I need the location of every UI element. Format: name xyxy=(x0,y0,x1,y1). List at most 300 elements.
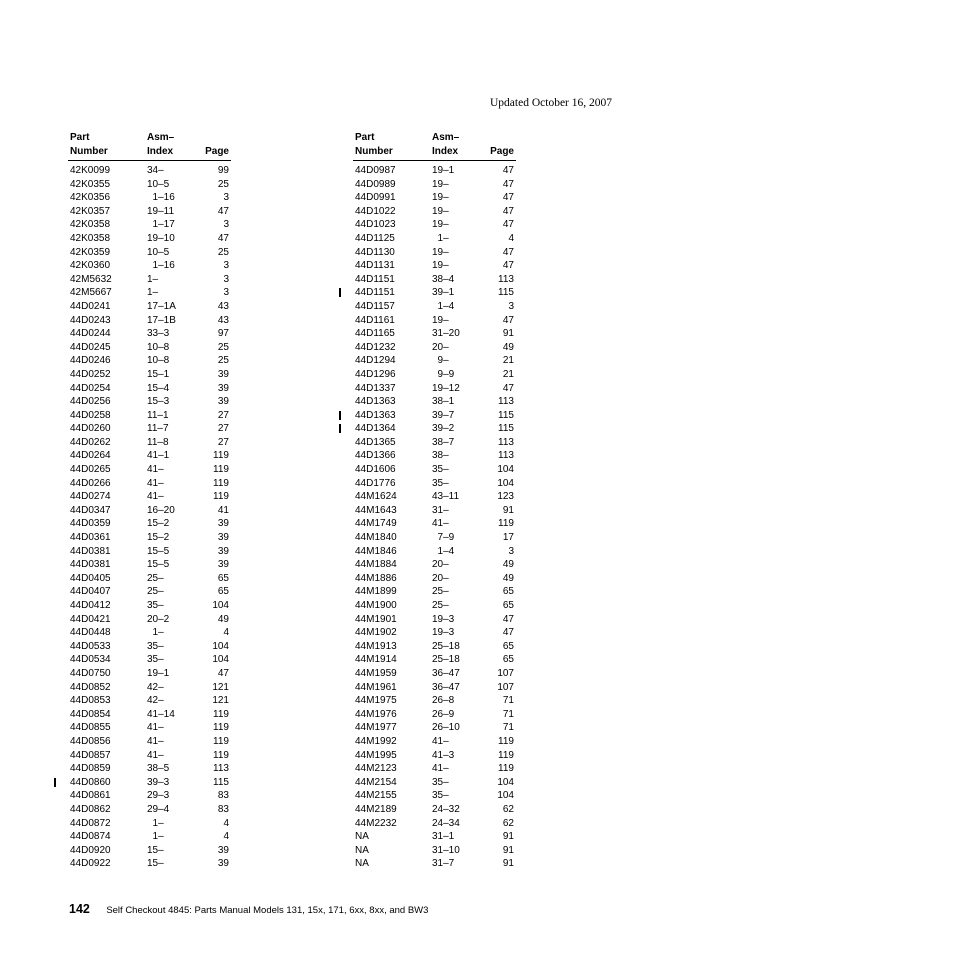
cell-page: 71 xyxy=(502,722,514,734)
cell-part-number: 44D1364 xyxy=(355,423,396,435)
cell-part-number: 44D0860 xyxy=(70,776,111,788)
table-row xyxy=(353,273,516,287)
cell-part-number: 44D0245 xyxy=(70,341,111,353)
cell-page: 3 xyxy=(508,545,514,557)
table-row xyxy=(353,314,516,328)
cell-part-number: NA xyxy=(355,831,369,843)
cell-page: 115 xyxy=(498,423,514,435)
cell-asm-index: 11–7 xyxy=(147,423,169,435)
table-row xyxy=(353,286,516,300)
cell-page: 25 xyxy=(217,178,229,190)
cell-part-number: 44D0987 xyxy=(355,165,396,176)
cell-page: 25 xyxy=(217,246,229,258)
cell-part-number: 44D1365 xyxy=(355,436,396,448)
cell-asm-index: 15–2 xyxy=(147,532,170,544)
cell-part-number: 44D0347 xyxy=(70,504,111,516)
cell-part-number: 44D1294 xyxy=(355,355,396,367)
cell-asm-index: 15– xyxy=(147,844,164,856)
cell-asm-index: 19– xyxy=(432,219,449,231)
cell-asm-index: 39–3 xyxy=(147,776,170,788)
table-row xyxy=(68,517,231,531)
cell-page: 119 xyxy=(213,722,229,734)
cell-page: 104 xyxy=(212,654,229,666)
table-body xyxy=(68,161,231,871)
col-header-index: Index xyxy=(147,146,174,157)
cell-part-number: 44D0407 xyxy=(70,586,111,598)
cell-asm-index: 26–10 xyxy=(432,722,460,734)
col-header-page: Page xyxy=(205,146,229,157)
cell-page: 104 xyxy=(497,776,514,788)
cell-page: 119 xyxy=(498,518,514,530)
cell-part-number: 44M1995 xyxy=(355,749,397,761)
cell-page: 43 xyxy=(217,300,229,312)
cell-asm-index: 31–20 xyxy=(432,328,460,340)
cell-part-number: 44D0533 xyxy=(70,640,111,652)
parts-table-left xyxy=(68,131,231,871)
cell-part-number: 44D0853 xyxy=(70,695,111,707)
cell-part-number: 44D1606 xyxy=(355,464,396,476)
cell-part-number: 44D0861 xyxy=(70,790,111,802)
cell-page: 47 xyxy=(502,382,514,394)
table-row xyxy=(353,626,516,640)
table-row xyxy=(353,517,516,531)
table-row xyxy=(68,721,231,735)
cell-part-number: 44D1151 xyxy=(355,273,395,285)
cell-page: 113 xyxy=(213,763,229,775)
cell-page: 123 xyxy=(497,491,514,503)
revision-bar xyxy=(339,411,341,420)
cell-asm-index: 25– xyxy=(432,586,449,598)
cell-page: 39 xyxy=(217,844,229,856)
cell-asm-index: 16–20 xyxy=(147,504,175,516)
table-row xyxy=(68,735,231,749)
cell-asm-index: 38–5 xyxy=(147,763,170,775)
table-row xyxy=(353,599,516,613)
cell-part-number: 44M2189 xyxy=(355,803,397,815)
cell-asm-index: 17–1B xyxy=(147,314,176,326)
cell-page: 49 xyxy=(217,613,229,625)
table-row xyxy=(68,205,231,219)
table-row xyxy=(353,558,516,572)
table-row xyxy=(68,409,231,423)
cell-asm-index: 19–12 xyxy=(432,382,460,394)
parts-table-right xyxy=(353,131,516,871)
cell-asm-index: 31–7 xyxy=(432,858,455,870)
cell-asm-index: 25– xyxy=(147,572,164,584)
cell-asm-index: 41– xyxy=(432,518,449,530)
cell-asm-index: 15–5 xyxy=(147,559,170,571)
footer-title: Self Checkout 4845: Parts Manual Models 131, 15x, 171, 6xx, 8xx, and BW3 xyxy=(106,905,429,916)
cell-page: 47 xyxy=(217,232,229,244)
table-row xyxy=(68,477,231,491)
table-row xyxy=(353,232,516,246)
table-row xyxy=(353,191,516,205)
cell-page: 27 xyxy=(217,423,229,435)
table-row xyxy=(353,490,516,504)
cell-part-number: 44D1337 xyxy=(355,382,396,394)
cell-page: 83 xyxy=(217,790,229,802)
cell-page: 47 xyxy=(502,219,514,231)
cell-asm-index: 41–14 xyxy=(147,708,175,720)
cell-page: 47 xyxy=(502,178,514,190)
cell-part-number: 44D0405 xyxy=(70,572,111,584)
cell-part-number: 44M1902 xyxy=(355,627,397,639)
col-header-index: Index xyxy=(432,146,459,157)
cell-asm-index: 15–2 xyxy=(147,518,170,530)
cell-page: 104 xyxy=(497,464,514,476)
cell-part-number: 44D0862 xyxy=(70,803,111,815)
cell-asm-index: 41– xyxy=(432,735,449,747)
table-row xyxy=(353,178,516,192)
cell-asm-index: 25–18 xyxy=(432,654,460,666)
cell-part-number: 44M1977 xyxy=(355,722,397,734)
cell-asm-index: 20–2 xyxy=(147,613,170,625)
cell-part-number: 44M2232 xyxy=(355,817,397,829)
table-row xyxy=(353,531,516,545)
cell-asm-index: 25– xyxy=(147,586,164,598)
table-row xyxy=(68,436,231,450)
cell-asm-index: 35– xyxy=(432,776,449,788)
cell-page: 113 xyxy=(498,450,514,462)
cell-page: 91 xyxy=(502,504,514,516)
table-row xyxy=(353,857,516,871)
cell-part-number: 44D0241 xyxy=(70,300,111,312)
cell-page: 115 xyxy=(498,409,514,421)
cell-part-number: 44M1961 xyxy=(355,681,397,693)
cell-page: 47 xyxy=(502,613,514,625)
table-row xyxy=(68,490,231,504)
cell-part-number: 44D1165 xyxy=(355,328,395,340)
cell-page: 39 xyxy=(217,518,229,530)
cell-page: 113 xyxy=(498,436,514,448)
col-header-number: Number xyxy=(70,146,108,157)
cell-part-number: 44D0922 xyxy=(70,858,111,870)
cell-part-number: 44M1914 xyxy=(355,654,397,666)
cell-asm-index: 38–1 xyxy=(432,396,455,408)
table-row xyxy=(353,218,516,232)
cell-part-number: 44M2155 xyxy=(355,790,397,802)
cell-asm-index: 39–1 xyxy=(432,287,455,299)
cell-asm-index: 29–3 xyxy=(147,790,170,802)
cell-part-number: 44M2154 xyxy=(355,776,397,788)
table-row xyxy=(68,817,231,831)
table-row xyxy=(353,205,516,219)
table-row xyxy=(68,232,231,246)
cell-asm-index: 19– xyxy=(432,246,449,258)
updated-date: Updated October 16, 2007 xyxy=(490,97,612,109)
cell-part-number: 44D0421 xyxy=(70,613,111,625)
table-row xyxy=(353,449,516,463)
cell-page: 91 xyxy=(502,844,514,856)
cell-page: 47 xyxy=(502,205,514,217)
cell-asm-index: 41– xyxy=(147,464,164,476)
cell-page: 113 xyxy=(498,396,514,408)
cell-page: 25 xyxy=(217,341,229,353)
table-row xyxy=(68,626,231,640)
cell-page: 65 xyxy=(502,600,514,611)
cell-asm-index: 26–8 xyxy=(432,695,455,707)
table-row xyxy=(68,776,231,790)
table-row xyxy=(353,708,516,722)
cell-part-number: 42M5632 xyxy=(70,273,112,285)
cell-asm-index: 19– xyxy=(432,260,449,272)
cell-page: 62 xyxy=(502,803,514,815)
table-row xyxy=(353,341,516,355)
revision-bar xyxy=(54,778,56,787)
cell-part-number: 44D1232 xyxy=(355,341,396,353)
cell-asm-index: 20– xyxy=(432,559,449,571)
table-row xyxy=(353,395,516,409)
col-header-asm: Asm– xyxy=(432,132,460,143)
cell-part-number: 44M1913 xyxy=(355,640,397,652)
cell-part-number: 44M1840 xyxy=(355,532,397,544)
cell-page: 3 xyxy=(223,219,229,231)
cell-asm-index: 19– xyxy=(432,192,449,204)
table-row xyxy=(353,477,516,491)
table-row xyxy=(68,300,231,314)
cell-page: 49 xyxy=(502,341,514,353)
cell-page: 39 xyxy=(217,858,229,870)
table-row xyxy=(353,776,516,790)
cell-asm-index: 19– xyxy=(432,205,449,217)
cell-part-number: 44D0857 xyxy=(70,749,111,761)
cell-part-number: 44D0872 xyxy=(70,817,111,829)
cell-asm-index: 15–3 xyxy=(147,396,170,408)
cell-page: 104 xyxy=(497,477,514,489)
table-header xyxy=(68,131,231,161)
table-row xyxy=(68,844,231,858)
cell-page: 119 xyxy=(498,735,514,747)
col-header-page: Page xyxy=(490,146,514,157)
cell-asm-index: 35– xyxy=(432,464,449,476)
cell-page: 43 xyxy=(217,314,229,326)
cell-asm-index: 11–8 xyxy=(147,436,169,448)
cell-part-number: 44M2123 xyxy=(355,763,397,775)
cell-part-number: 44D0989 xyxy=(355,178,396,190)
table-row xyxy=(353,694,516,708)
cell-part-number: 44D0750 xyxy=(70,667,111,679)
cell-asm-index: 41–1 xyxy=(147,450,170,462)
cell-part-number: 42K0356 xyxy=(70,192,111,204)
cell-part-number: 42K0355 xyxy=(70,178,111,190)
cell-part-number: 44D0448 xyxy=(70,627,111,639)
table-row xyxy=(68,218,231,232)
table-row xyxy=(353,300,516,314)
cell-asm-index: 31–10 xyxy=(432,844,460,856)
cell-asm-index: 35– xyxy=(147,600,164,611)
revision-bar xyxy=(339,424,341,433)
table-row xyxy=(68,504,231,518)
cell-part-number: 44D0244 xyxy=(70,328,111,340)
cell-asm-index: 20– xyxy=(432,572,449,584)
cell-part-number: 44D1151 xyxy=(355,287,395,299)
cell-page: 4 xyxy=(223,817,229,829)
cell-page: 47 xyxy=(502,192,514,204)
table-row xyxy=(353,585,516,599)
cell-part-number: 44D0254 xyxy=(70,382,111,394)
cell-part-number: 44D0534 xyxy=(70,654,111,666)
table-row xyxy=(68,558,231,572)
table-row xyxy=(68,599,231,613)
cell-page: 47 xyxy=(502,627,514,639)
cell-asm-index: 1–16 xyxy=(147,260,175,272)
cell-asm-index: 36–47 xyxy=(432,681,460,693)
cell-part-number: 44D0381 xyxy=(70,545,111,557)
table-row xyxy=(68,830,231,844)
table-row xyxy=(353,749,516,763)
cell-part-number: 44D1125 xyxy=(355,232,395,244)
cell-asm-index: 29–4 xyxy=(147,803,170,815)
cell-asm-index: 33–3 xyxy=(147,328,170,340)
cell-page: 119 xyxy=(213,735,229,747)
cell-page: 3 xyxy=(223,287,229,299)
table-row xyxy=(353,422,516,436)
table-row xyxy=(68,449,231,463)
table-row xyxy=(353,721,516,735)
cell-part-number: 44M1901 xyxy=(355,613,397,625)
cell-page: 119 xyxy=(213,491,229,503)
cell-asm-index: 15– xyxy=(147,858,164,870)
cell-page: 119 xyxy=(213,708,229,720)
table-row xyxy=(68,273,231,287)
cell-part-number: 42K0358 xyxy=(70,219,111,231)
table-row xyxy=(353,354,516,368)
cell-page: 27 xyxy=(217,436,229,448)
cell-asm-index: 39–7 xyxy=(432,409,455,421)
cell-page: 4 xyxy=(508,232,514,244)
col-header-asm: Asm– xyxy=(147,132,175,143)
cell-part-number: 44M1624 xyxy=(355,491,397,503)
table-row xyxy=(68,681,231,695)
table-body xyxy=(353,161,516,871)
table-row xyxy=(353,259,516,273)
cell-part-number: 44D1366 xyxy=(355,450,396,462)
cell-page: 107 xyxy=(497,667,514,679)
col-header-part: Part xyxy=(70,132,90,143)
cell-part-number: 44M1976 xyxy=(355,708,397,720)
table-row xyxy=(68,640,231,654)
table-row xyxy=(353,681,516,695)
table-row xyxy=(68,585,231,599)
cell-asm-index: 41– xyxy=(432,763,449,775)
cell-asm-index: 31– xyxy=(432,504,449,516)
cell-page: 119 xyxy=(213,450,229,462)
table-row xyxy=(68,341,231,355)
table-row xyxy=(68,857,231,871)
cell-part-number: 44D0874 xyxy=(70,831,111,843)
cell-page: 91 xyxy=(502,328,514,340)
table-row xyxy=(353,327,516,341)
cell-page: 47 xyxy=(502,165,514,176)
cell-asm-index: 38– xyxy=(432,450,449,462)
cell-part-number: 44D0274 xyxy=(70,491,111,503)
cell-asm-index: 1– xyxy=(147,831,164,843)
cell-page: 47 xyxy=(502,246,514,258)
cell-page: 49 xyxy=(502,559,514,571)
table-row xyxy=(68,789,231,803)
cell-page: 21 xyxy=(502,355,514,367)
cell-asm-index: 19–1 xyxy=(147,667,170,679)
cell-part-number: 44D1776 xyxy=(355,477,396,489)
cell-page: 99 xyxy=(217,165,229,176)
table-row xyxy=(68,762,231,776)
cell-page: 91 xyxy=(502,858,514,870)
cell-part-number: 42K0360 xyxy=(70,260,111,272)
cell-part-number: 44D0265 xyxy=(70,464,111,476)
cell-asm-index: 1–17 xyxy=(147,219,175,231)
cell-page: 119 xyxy=(213,464,229,476)
cell-page: 65 xyxy=(502,640,514,652)
revision-bar xyxy=(339,288,341,297)
cell-asm-index: 41– xyxy=(147,491,164,503)
cell-asm-index: 35– xyxy=(432,477,449,489)
table-row xyxy=(68,354,231,368)
cell-asm-index: 1–4 xyxy=(432,300,455,312)
cell-asm-index: 15–5 xyxy=(147,545,170,557)
cell-asm-index: 15–4 xyxy=(147,382,170,394)
table-row xyxy=(353,640,516,654)
table-row xyxy=(68,613,231,627)
table-row xyxy=(68,286,231,300)
table-row xyxy=(68,694,231,708)
cell-asm-index: 42– xyxy=(147,681,164,693)
cell-part-number: 44D0859 xyxy=(70,763,111,775)
cell-part-number: 44D0991 xyxy=(355,192,396,204)
cell-part-number: 42K0357 xyxy=(70,205,111,217)
cell-asm-index: 10–5 xyxy=(147,246,170,258)
table-row xyxy=(353,653,516,667)
cell-part-number: 42K0358 xyxy=(70,232,111,244)
table-row xyxy=(68,653,231,667)
col-header-number: Number xyxy=(355,146,393,157)
cell-part-number: 44D1022 xyxy=(355,205,396,217)
cell-asm-index: 41– xyxy=(147,749,164,761)
col-header-part: Part xyxy=(355,132,375,143)
cell-part-number: 44D1157 xyxy=(355,300,395,312)
cell-page: 83 xyxy=(217,803,229,815)
cell-asm-index: 19– xyxy=(432,314,449,326)
cell-asm-index: 36–47 xyxy=(432,667,460,679)
cell-part-number: 44D1363 xyxy=(355,396,396,408)
cell-asm-index: 34– xyxy=(147,165,164,176)
cell-page: 47 xyxy=(217,667,229,679)
cell-page: 107 xyxy=(497,681,514,693)
cell-page: 41 xyxy=(217,504,229,516)
cell-part-number: 44D0246 xyxy=(70,355,111,367)
cell-page: 27 xyxy=(217,409,229,421)
cell-part-number: 44D0256 xyxy=(70,396,111,408)
cell-part-number: 44D0855 xyxy=(70,722,111,734)
cell-asm-index: 41–3 xyxy=(432,749,455,761)
cell-page: 3 xyxy=(508,300,514,312)
cell-asm-index: 19–10 xyxy=(147,232,175,244)
cell-asm-index: 1– xyxy=(147,817,164,829)
cell-asm-index: 10–8 xyxy=(147,355,170,367)
table-row xyxy=(68,531,231,545)
cell-part-number: 44D0258 xyxy=(70,409,111,421)
cell-asm-index: 26–9 xyxy=(432,708,455,720)
cell-page: 119 xyxy=(213,749,229,761)
cell-asm-index: 38–4 xyxy=(432,273,455,285)
cell-asm-index: 39–2 xyxy=(432,423,455,435)
cell-page: 104 xyxy=(497,790,514,802)
table-row xyxy=(353,735,516,749)
table-row xyxy=(68,178,231,192)
table-row xyxy=(353,667,516,681)
cell-page: 25 xyxy=(217,355,229,367)
table-row xyxy=(353,382,516,396)
cell-part-number: 44D0852 xyxy=(70,681,111,693)
